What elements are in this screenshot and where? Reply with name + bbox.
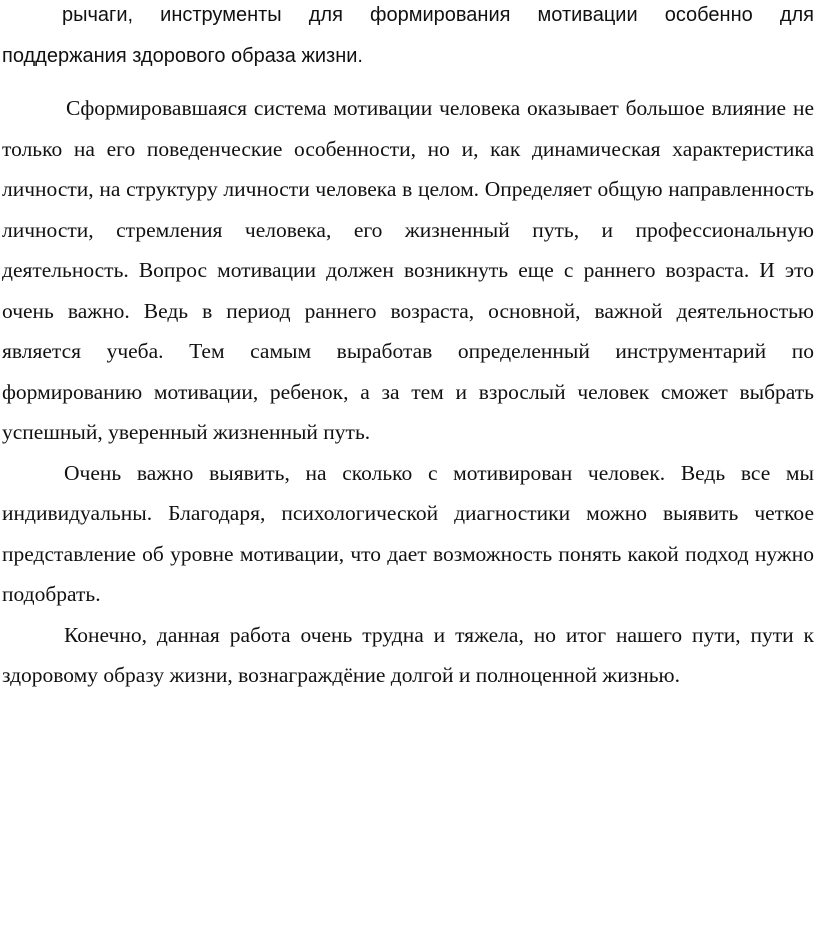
paragraph-diagnostics: Очень важно выявить, на сколько с мотивирован человек. Ведь все мы индивидуальны. Благодаря, психологической диагностики можно выявить четкое представление об уровне мотивации, что дает возможность понять какой подход нужно подобрать. — [2, 460, 814, 606]
paragraph-motivation-system: Сформировавшаяся система мотивации человека оказывает большое влияние не только на его поведенческие особенности, но и, как динамическая характеристика личности, на структуру личности человека в целом. Определяет общую направленность личности, стремления человека, его жизненный путь, и профессиональную деятельность. Вопрос мотивации должен возникнуть еще с раннего возраста. И это очень важно. Ведь в период раннего возраста, основной, важной деятельностью является учеба. Тем самым выработав определенный инструментарий по формированию мотивации, ребенок, а за тем и взрослый человек сможет выбрать успешный, уверенный жизненный путь. — [2, 96, 814, 444]
paragraph-conclusion: Конечно, данная работа очень трудна и тяжела, но итог нашего пути, пути к здоровому образу жизни, вознаграждёние долгой и полноценной жизнью. — [2, 622, 814, 687]
lead-paragraph: рычаги, инструменты для формирования мотивации особенно для поддержания здорового образа жизни. — [2, 4, 814, 67]
